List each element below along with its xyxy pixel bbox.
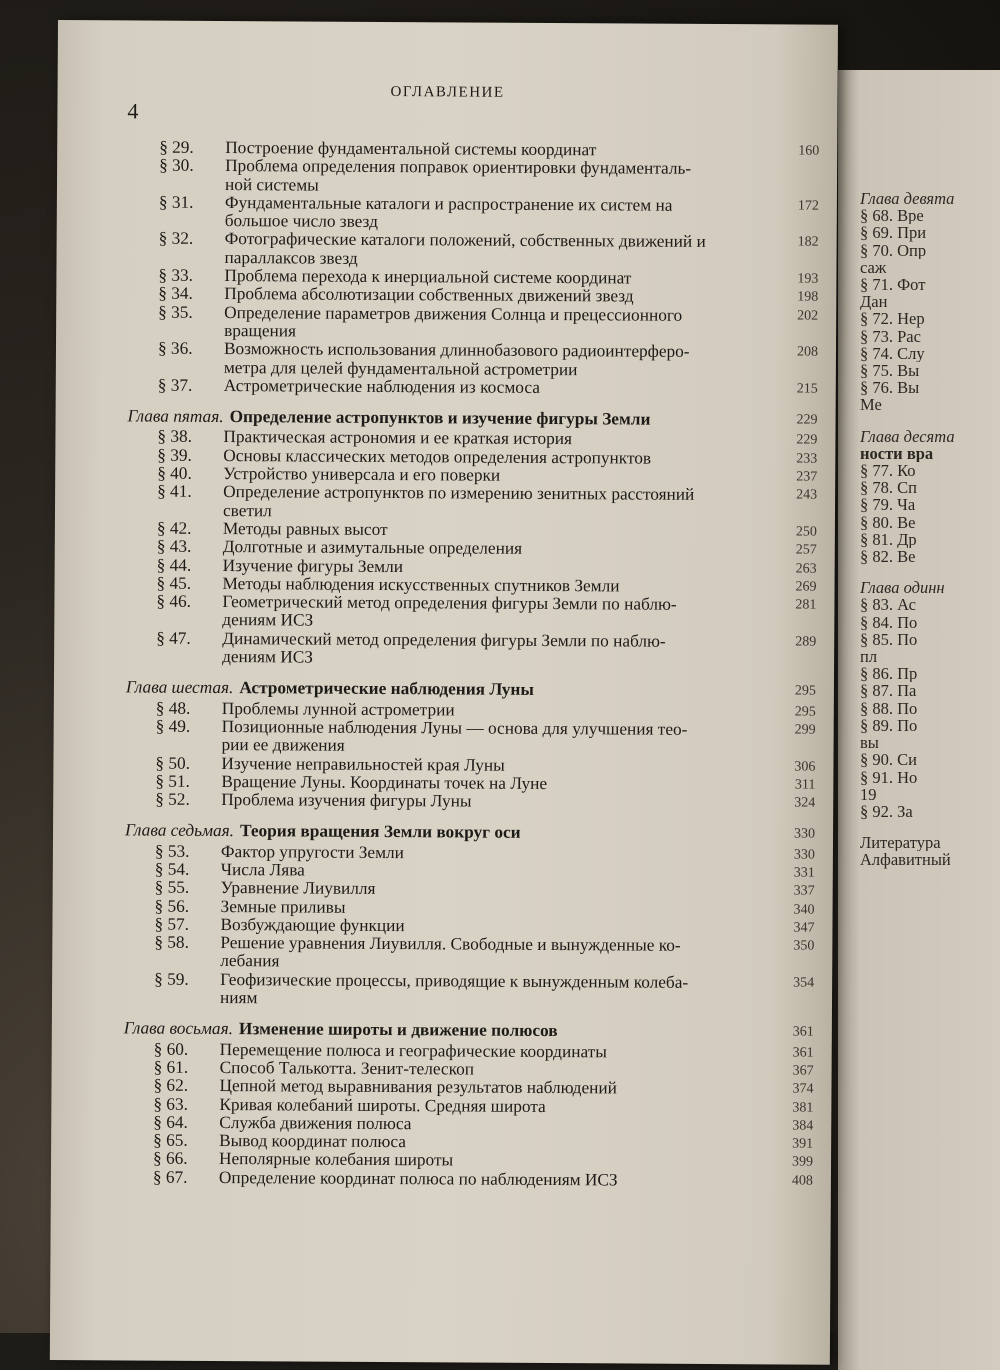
right-page-line: § 78. Сп [860,479,917,497]
chapter-title: Определение астропунктов и изучение фигуры Земли [229,407,651,429]
toc-entry [124,934,814,975]
section-number: § 34. [158,283,193,304]
toc-entry [126,629,816,670]
section-number: § 63. [153,1094,189,1114]
section-number: § 45. [156,573,192,593]
page-ref: 160 [798,143,820,159]
chapter-label: Глава восьмая. [123,1018,234,1039]
section-title: Изучение неправильностей края Луны [221,753,505,775]
chapter-title: Теория вращения Земли вокруг оси [239,821,521,843]
page-ref: 367 [792,1063,814,1079]
right-page-line: 19 [860,785,877,803]
page-ref: 347 [793,920,815,936]
right-page-line: Ме [860,396,882,414]
section-title: Устройство универсала и его поверки [223,464,501,485]
chapter-heading [124,1020,814,1043]
section-number: § 56. [154,896,190,916]
right-page-line: § 92. За [860,802,913,821]
section-title: Определение астропунктов по измерению зенитных расстояний светил [222,482,695,520]
right-page-line: § 68. Вре [860,207,924,225]
section-title: Изучение фигуры Земли [222,555,404,576]
section-title: Проблема изучения фигуры Луны [221,790,472,811]
section-title: Вращение Луны. Координаты точек на Луне [221,771,548,793]
page-ref: 381 [792,1100,814,1116]
section-title: Проблема определения поправок ориентировки фундаменталь- ной системы [224,156,692,195]
section-title: Построение фундаментальной системы координат [225,138,597,160]
page-ref: 257 [795,542,817,558]
section-number: § 57. [154,914,190,934]
page-ref: 182 [797,235,819,251]
chapter-label: Глава седьмая. [124,820,235,841]
right-page-toc [860,190,1000,869]
section-title: Фотографические каталоги положений, собственных движений и параллаксов звезд [224,229,706,268]
right-page-line: § 71. Фот [860,276,926,294]
section-number: § 46. [156,591,192,611]
table-of-contents [123,138,819,1190]
chapter-label: Глава шестая. [125,677,234,698]
section-number: § 55. [154,877,190,898]
section-number: § 59. [154,969,189,989]
right-page-line: § 84. По [860,613,918,631]
section-number: § 54. [154,859,190,879]
section-title: Фундаментальные каталоги и распространение их систем на большое число звезд [224,192,673,232]
right-page-line: Глава девята [860,190,955,208]
section-number: § 60. [153,1039,189,1059]
section-number: § 48. [155,698,191,718]
page-ref: 269 [795,579,817,595]
section-title: Проблема абсолютизации собственных движений звезд [224,284,634,306]
section-title: Числа Лява [220,859,305,880]
right-page-line: § 73. Рас [860,327,921,345]
right-page-line: § 79. Ча [860,496,916,514]
section-number: § 33. [158,265,194,285]
page-ref: 330 [793,847,815,863]
page-ref: 289 [795,634,817,650]
page-ref: 193 [797,271,819,287]
section-title: Кривая колебаний широты. Средняя широта [219,1094,546,1116]
section-number: § 40. [157,463,192,483]
section-title: Вывод координат полюса [219,1131,406,1152]
page-ref [785,161,819,198]
section-title: Геометрический метод определения фигуры Земли по наблю- дениям ИСЗ [222,592,677,630]
section-number: § 53. [154,841,190,861]
toc-entry [128,340,818,381]
section-number: § 43. [156,536,192,557]
page-ref: 324 [794,795,816,811]
toc-entry [123,1168,813,1191]
section-number: § 31. [158,192,194,212]
toc-entry [129,157,819,198]
page-number: 4 [127,98,139,124]
right-page-line: Алфавитный [860,851,951,869]
section-title: Цепной метод выравнивания результатов наблюдений [219,1076,617,1098]
section-number: § 29. [159,137,194,157]
page-ref: 233 [796,451,818,467]
section-title: Служба движения полюса [219,1112,412,1134]
page-ref: 340 [793,902,815,918]
page-ref: 281 [795,597,817,613]
page-ref: 299 [794,722,816,738]
chapter-page-ref: 295 [794,683,816,699]
right-page-line: § 76. Вы [860,379,920,397]
page-ref: 172 [797,198,819,214]
right-page-line: § 74. Слу [860,344,925,363]
right-page-line: § 80. Ве [860,513,916,531]
chapter-title: Астрометрические наблюдения Луны [239,678,534,700]
section-number: § 35. [158,302,193,322]
section-number: § 50. [155,753,191,773]
page-ref: 361 [792,1045,814,1061]
page-ref: 215 [796,381,818,397]
section-number: § 37. [157,375,193,395]
chapter-title: Изменение широты и движение полюсов [238,1019,558,1041]
toc-entry [128,230,818,271]
page-ref: 354 [793,975,815,991]
section-number: § 64. [153,1112,188,1132]
right-page-line: § 87. Па [860,682,917,700]
section-title: Способ Талькотта. Зенит-телескоп [219,1057,475,1079]
right-page-line: § 77. Ко [860,462,916,480]
section-title: Уравнение Лиувилля [220,878,376,899]
page-ref: 399 [791,1154,814,1171]
section-number: § 66. [152,1149,188,1169]
page-ref: 198 [797,289,819,306]
section-title: Астрометрические наблюдения из космоса [223,375,540,397]
page-ref: 384 [792,1118,814,1134]
section-title: Определение координат полюса по наблюдениям ИСЗ [218,1167,618,1190]
book-page [50,20,838,1365]
page-ref: 350 [793,938,815,954]
page-ref: 263 [795,561,817,577]
right-page-line: § 90. Си [860,751,917,769]
toc-entry [129,193,819,234]
toc-entry [125,791,815,814]
page-ref: 237 [796,469,818,485]
right-page-line: пл [860,648,878,666]
section-number: § 41. [157,481,192,502]
section-number: § 38. [157,427,193,447]
spacer [860,414,1000,428]
section-title: Решение уравнения Лиувилля. Свободные и вынужденные ко- лебания [220,933,681,971]
section-title: Возможность использования длиннобазового радиоинтерферо- метра для целей фундаментальной астрометрии [223,339,690,379]
right-page-line: § 70. Опр [860,241,927,259]
right-page-line: Литература [860,834,941,852]
page-ref: 408 [791,1173,813,1189]
section-number: § 42. [156,518,192,538]
section-title: Позиционные наблюдения Луны — основа для улучшения тео- рии ее движения [221,716,688,755]
section-title: Долготные и азимутальные определения [222,537,523,559]
section-title: Геофизические процессы, приводящие к вынужденным колеба- ниям [219,969,689,1008]
section-title: Методы равных высот [222,518,388,539]
right-page-line: § 83. Ас [860,596,916,614]
section-title: Неполярные колебания широты [218,1149,454,1170]
right-page-line: § 72. Нер [860,310,925,328]
right-page-line: § 75. Вы [860,362,920,380]
section-title: Фактор упругости Земли [220,841,404,862]
right-page-line: § 69. При [860,224,927,242]
toc-entry [128,303,818,344]
page-ref: 337 [793,883,815,899]
section-title: Основы классических методов определения астропунктов [223,445,652,468]
right-page-line: § 82. Ве [860,548,916,566]
section-number: § 49. [155,716,191,736]
right-page-line: ности вра [860,444,934,463]
page-ref: 311 [794,777,816,793]
right-page-line: § 81. Др [860,530,917,549]
section-number: § 67. [152,1167,188,1187]
section-number: § 62. [153,1075,189,1096]
chapter-heading [125,822,815,845]
section-number: § 36. [157,338,193,359]
right-page-line: § 85. По [860,630,918,649]
page-ref: 374 [792,1081,814,1097]
section-number: § 65. [153,1130,188,1150]
spacer [860,820,1000,834]
spacer [860,565,1000,579]
page-ref: 202 [797,308,819,324]
page-ref: 331 [793,865,815,881]
right-page-line: Глава одинн [860,579,945,597]
section-title: Практическая астрономия и ее краткая история [223,427,573,449]
section-title: Определение параметров движения Солнца и прецессионного вращения [224,302,683,341]
page-ref: 306 [794,759,816,775]
page-ref: 295 [794,704,816,720]
right-page-line: § 88. По [860,699,918,717]
right-page-line: § 91. Но [860,768,918,786]
page-ref: 250 [795,524,817,540]
section-number: § 32. [158,229,194,249]
section-number: § 58. [154,932,189,952]
toc-entry [126,593,816,634]
chapter-page-ref: 330 [793,826,816,843]
right-page-line: саж [860,258,887,277]
section-title: Перемещение полюса и географические координаты [219,1039,607,1062]
chapter-page-ref: 229 [796,412,818,428]
right-page-line: Дан [860,293,888,311]
section-title: Проблемы лунной астрометрии [221,698,455,720]
section-number: § 52. [155,789,190,809]
right-page-line: вы [860,734,879,752]
chapter-label: Глава пятая. [127,406,224,427]
page-ref: 229 [796,432,818,449]
section-number: § 44. [156,555,192,575]
right-page-line: § 89. По [860,716,918,735]
right-page-line: Глава десята [860,427,955,445]
section-number: § 47. [156,628,191,648]
section-number: § 39. [157,445,192,465]
section-number: § 51. [155,771,190,791]
chapter-page-ref: 361 [792,1024,814,1040]
chapter-heading [126,679,816,702]
page-ref: 208 [796,344,819,360]
running-title: ОГЛАВЛЕНИЕ [390,84,505,101]
toc-entry [124,970,814,1011]
section-number: § 61. [153,1057,189,1077]
section-number: § 30. [159,155,194,176]
toc-entry [127,483,817,524]
toc-entry [128,376,818,399]
page-ref: 391 [792,1136,814,1152]
section-title: Проблема перехода к инерциальной системе координат [224,266,632,288]
section-title: Возбуждающие функции [220,914,405,936]
page-ref: 243 [796,487,818,503]
section-title: Методы наблюдения искусственных спутников Земли [222,573,620,596]
toc-entry [126,717,816,758]
section-title: Земные приливы [220,896,346,917]
section-title: Динамический метод определения фигуры Земли по наблю- дениям ИСЗ [222,628,666,667]
right-page-line: § 86. Пр [860,665,918,683]
